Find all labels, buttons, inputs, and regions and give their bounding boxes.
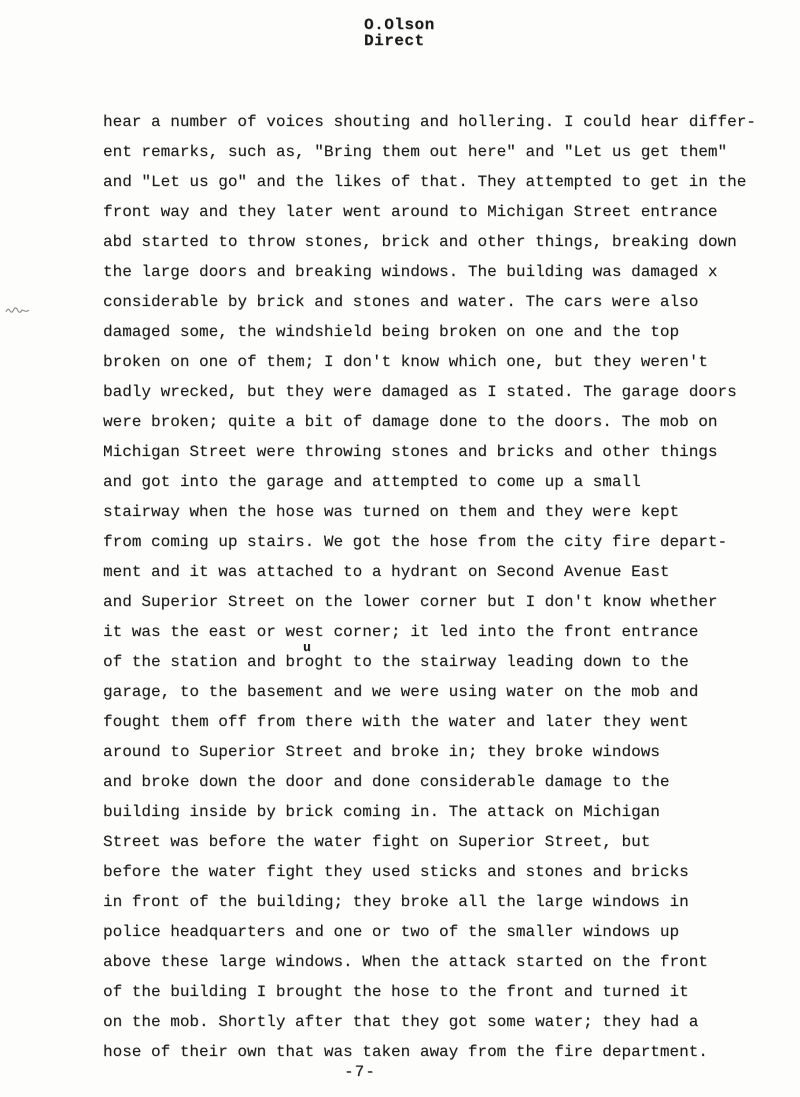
- text-line: of the station and broght to the stairway leading down to the: [103, 653, 689, 671]
- text-line: and broke down the door and done considerable damage to the: [103, 773, 670, 791]
- text-line: and Superior Street on the lower corner but I don't know whether: [103, 593, 718, 611]
- text-line: of the building I brought the hose to the front and turned it: [103, 983, 689, 1001]
- text-line: around to Superior Street and broke in; they broke windows: [103, 743, 660, 761]
- text-line: ent remarks, such as, "Bring them out here" and "Let us get them": [103, 143, 728, 161]
- text-line: damaged some, the windshield being broken on one and the top: [103, 323, 680, 341]
- text-line: police headquarters and one or two of the smaller windows up: [103, 923, 680, 941]
- text-line: badly wrecked, but they were damaged as I stated. The garage doors: [103, 383, 737, 401]
- text-line: in front of the building; they broke all the large windows in: [103, 893, 689, 911]
- text-line: before the water fight they used sticks and stones and bricks: [103, 863, 689, 881]
- witness-name: O.Olson: [364, 16, 435, 34]
- text-line: Street was before the water fight on Superior Street, but: [103, 833, 651, 851]
- text-line: hear a number of voices shouting and hollering. I could hear differ-: [103, 113, 756, 131]
- text-line: hose of their own that was taken away from the fire department.: [103, 1043, 708, 1061]
- text-line: Michigan Street were throwing stones and bricks and other things: [103, 443, 718, 461]
- text-line: building inside by brick coming in. The attack on Michigan: [103, 803, 660, 821]
- typed-insertion-correction: u: [303, 640, 311, 655]
- text-line: and "Let us go" and the likes of that. They attempted to get in the: [103, 173, 747, 191]
- text-line: from coming up stairs. We got the hose from the city fire depart-: [103, 533, 728, 551]
- text-line: garage, to the basement and we were using water on the mob and: [103, 683, 699, 701]
- text-line: it was the east or west corner; it led into the front entrance: [103, 623, 699, 641]
- text-line: considerable by brick and stones and water. The cars were also: [103, 293, 699, 311]
- text-line: fought them off from there with the water and later they went: [103, 713, 689, 731]
- text-line: ment and it was attached to a hydrant on Second Avenue East: [103, 563, 670, 581]
- text-line: abd started to throw stones, brick and other things, breaking down: [103, 233, 737, 251]
- page-header: [364, 17, 435, 49]
- text-line: and got into the garage and attempted to come up a small: [103, 473, 641, 491]
- testimony-text: [103, 107, 775, 1067]
- margin-pencil-mark: [5, 304, 31, 316]
- text-line: front way and they later went around to Michigan Street entrance: [103, 203, 718, 221]
- text-line: broken on one of them; I don't know which one, but they weren't: [103, 353, 708, 371]
- text-line: stairway when the hose was turned on them and they were kept: [103, 503, 680, 521]
- text-line: were broken; quite a bit of damage done to the doors. The mob on: [103, 413, 718, 431]
- page-number: -7-: [344, 1063, 376, 1081]
- text-line: the large doors and breaking windows. The building was damaged x: [103, 263, 718, 281]
- text-line: above these large windows. When the attack started on the front: [103, 953, 708, 971]
- examination-type: Direct: [364, 32, 425, 50]
- text-line: on the mob. Shortly after that they got some water; they had a: [103, 1013, 699, 1031]
